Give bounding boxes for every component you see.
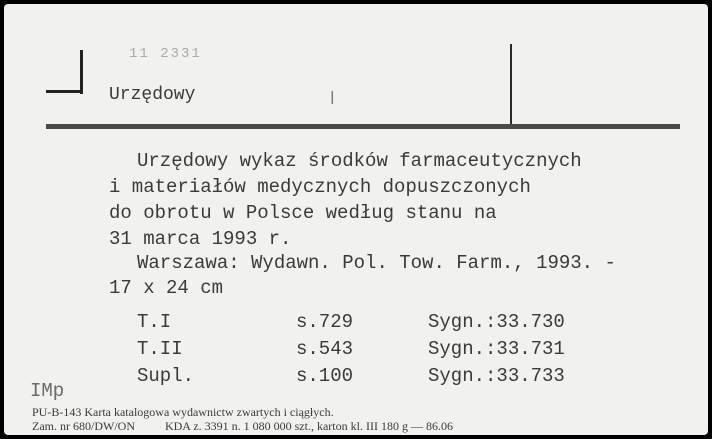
- title-line-2: i materiałów medycznych dopuszczonych: [109, 176, 531, 198]
- faint-stamp-number: 11 2331: [129, 46, 202, 62]
- corner-mark-vertical: [80, 50, 83, 94]
- title-line-4: 31 marca 1993 r.: [109, 228, 292, 250]
- catalog-card: [4, 4, 708, 435]
- volume-signature: Sygn.:33.730: [428, 311, 565, 333]
- corner-mark-horizontal: [46, 90, 83, 93]
- volume-pages: s.100: [296, 365, 354, 387]
- vertical-rule: [510, 44, 512, 128]
- volume-signature: Sygn.:33.733: [428, 365, 565, 387]
- volume-pages: s.543: [296, 338, 354, 360]
- dimensions-line: 17 x 24 cm: [109, 277, 224, 299]
- volume-label: Supl.: [137, 365, 195, 387]
- horizontal-rule: [46, 124, 680, 129]
- card-heading: Urzędowy: [109, 85, 196, 105]
- footer-order-line: Zam. nr 680/DW/ON KDA z. 3391 n. 1 080 000 szt., karton kl. III 180 g — 86.06: [32, 419, 453, 433]
- imp-mark: IMp: [30, 380, 65, 402]
- volume-label: T.I: [137, 311, 172, 333]
- title-line-1: Urzędowy wykaz środków farmaceutycznych: [137, 150, 582, 172]
- footer-form-line: PU-B-143 Karta katalogowa wydawnictw zwartych i ciągłych.: [32, 405, 334, 419]
- title-line-3: do obrotu w Polsce według stanu na: [109, 202, 497, 224]
- volume-signature: Sygn.:33.731: [428, 338, 565, 360]
- volume-pages: s.729: [296, 311, 354, 333]
- tick-mark: |: [328, 90, 337, 106]
- imprint-line: Warszawa: Wydawn. Pol. Tow. Farm., 1993. -: [137, 252, 616, 274]
- volume-label: T.II: [137, 338, 183, 360]
